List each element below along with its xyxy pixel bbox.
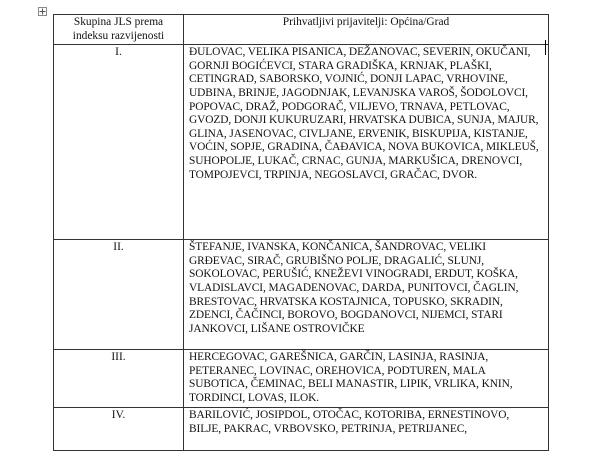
table-row	[54, 350, 549, 408]
group-cell: IV.	[54, 408, 184, 451]
cities-cell: ŠTEFANJE, IVANSKA, KONČANICA, ŠANDROVAC, VELIKI GRĐEVAC, SIRAČ, GRUBIŠNO POLJE, DRAGALIĆ, SLUNJ, SOKOLOVAC, PERUŠIĆ, KNEŽEVI VINOGRADI, ERDUT, KOŠKA, VLADISLAVCI, MAGADENOVAC, DARDA, PUNITOVCI, ČAGLIN, BRESTOVAC, HRVATSKA KOSTAJNICA, TOPUSKO, SKRADIN, ZDENCI, ČAČINCI, BOROVO, BOGDANOVCI, NIJEMCI, STARI JANKOVCI, LIŠANE OSTROVIČKE	[184, 240, 549, 350]
eligible-applicants-table	[53, 14, 549, 451]
group-cell: III.	[54, 350, 184, 408]
table-row	[54, 240, 549, 350]
header-jls-group: Skupina JLS prema indeksu razvijenosti	[54, 15, 184, 45]
table-move-handle-icon[interactable]	[38, 7, 47, 16]
group-cell: II.	[54, 240, 184, 350]
header-eligible-applicants: Prihvatljivi prijavitelji: Općina/Grad	[184, 15, 549, 45]
table-row	[54, 408, 549, 451]
cities-cell: ĐULOVAC, VELIKA PISANICA, DEŽANOVAC, SEVERIN, OKUČANI, GORNJI BOGIĆEVCI, STARA GRADIŠKA, KRNJAK, PLAŠKI, CETINGRAD, SABORSKO, VOJNIĆ, DONJI LAPAC, VRHOVINE, UDBINA, BRINJE, JAGODNJAK, LEVANJSKA VAROŠ, ŠODOLOVCI, POPOVAC, DRAŽ, PODGORAČ, VILJEVO, TRNAVA, PETLOVAC, GVOZD, DONJI KUKURUZARI, HRVATSKA DUBICA, SUNJA, MAJUR, GLINA, JASENOVAC, CIVLJANE, ERVENIK, BISKUPIJA, KISTANJE, VOĆIN, SOPJE, GRADINA, ČAĐAVICA, NOVA BUKOVICA, MIKLEUŠ, SUHOPOLJE, LUKAČ, CRNAC, GUNJA, MARKUŠICA, DRENOVCI, TOMPOJEVCI, TRPINJA, NEGOSLAVCI, GRAČAC, DVOR.	[184, 45, 549, 240]
cities-cell: HERCEGOVAC, GAREŠNICA, GARČIN, LASINJA, RASINJA, PETERANEC, LOVINAC, OREHOVICA, PODTUREN, MALA SUBOTICA, ČEMINAC, BELI MANASTIR, LIPIK, VRLIKA, KNIN, TORDINCI, LOVAS, ILOK.	[184, 350, 549, 408]
table-row	[54, 45, 549, 240]
text-cursor	[545, 40, 546, 55]
cities-cell: BARILOVIĆ, JOSIPDOL, OTOČAC, KOTORIBA, ERNESTINOVO, BILJE, PAKRAC, VRBOVSKO, PETRINJA, PETRIJANEC,	[184, 408, 549, 451]
group-cell: I.	[54, 45, 184, 240]
table-header-row	[54, 15, 549, 45]
